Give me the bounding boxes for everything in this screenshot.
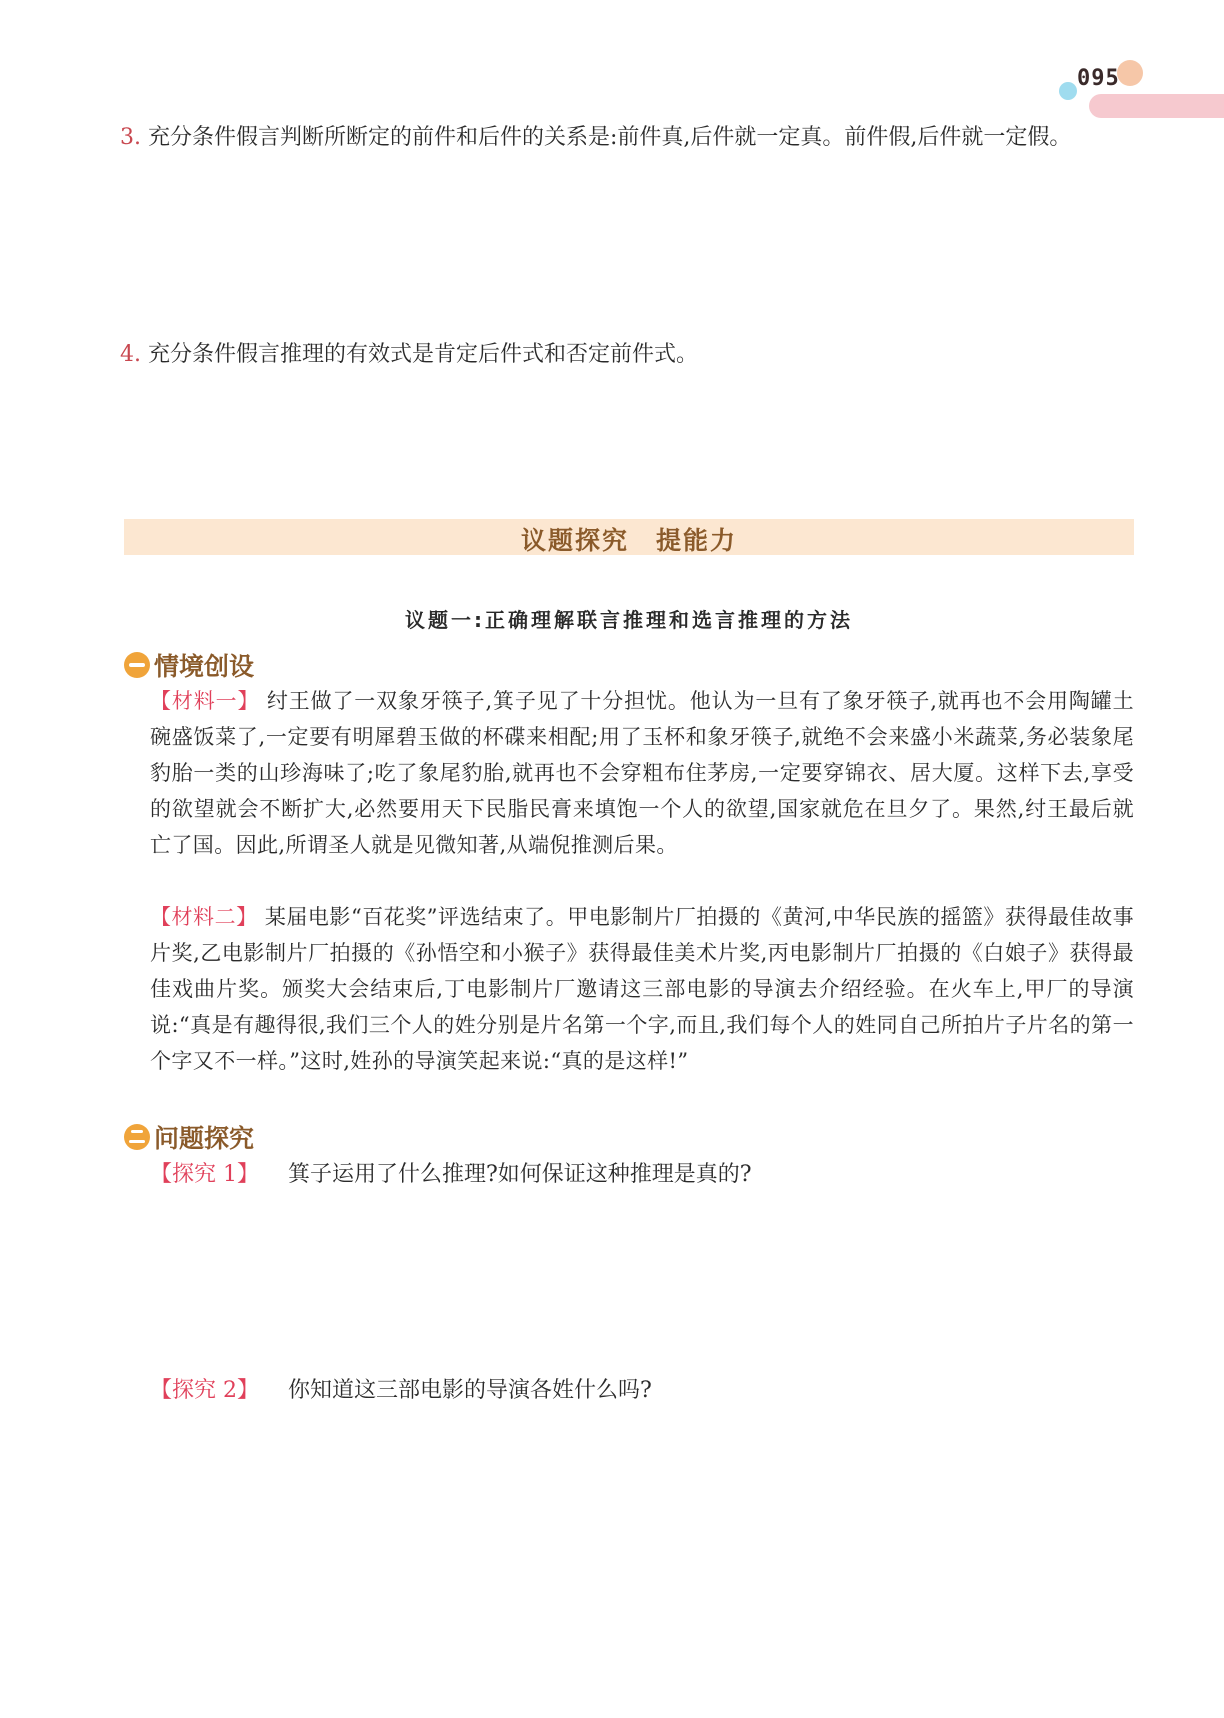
question-tag: 【探究 2】 bbox=[150, 1378, 259, 1403]
question-tag: 【探究 1】 bbox=[150, 1162, 259, 1187]
material-text: 某届电影“百花奖”评选结束了。甲电影制片厂拍摄的《黄河,中华民族的摇篮》获得最佳故事片奖,乙电影制片厂拍摄的《孙悟空和小猴子》获得最佳美术片奖,丙电影制片厂拍摄的《白娘子》获得最佳戏曲片奖。颁奖大会结束后,丁电影制片厂邀请这三部电影的导演去介绍经验。在火车上,甲厂的导演说:“真是有趣得很,我们三个人的姓分别是片名第一个字,而且,我们每个人的姓同自己所拍片子片名的第一个字又不一样。”这时,姓孙的导演笑起来说:“真的是这样!” bbox=[150, 905, 1134, 1073]
page-number: 095 bbox=[1077, 66, 1120, 91]
material-one-paragraph bbox=[150, 683, 1134, 863]
topic-title: 议题一:正确理解联言推理和选言推理的方法 bbox=[405, 608, 853, 632]
item-text: 充分条件假言判断所断定的前件和后件的关系是:前件真,后件就一定真。前件假,后件就一定假。 bbox=[148, 125, 1072, 150]
peach-dot-decoration bbox=[1117, 60, 1143, 86]
section-label: 问题探究 bbox=[154, 1124, 255, 1153]
material-two-paragraph bbox=[150, 899, 1134, 1079]
page-number-badge bbox=[1049, 60, 1224, 122]
section-label: 情境创设 bbox=[154, 652, 255, 681]
numeral-two-icon bbox=[124, 1124, 150, 1150]
section-heading-inquiry bbox=[124, 1120, 254, 1154]
section-heading-scenario bbox=[124, 648, 254, 682]
item-number: 4. bbox=[120, 342, 141, 367]
inquiry-question-2 bbox=[150, 1373, 1134, 1409]
banner-title: 议题探究 提能力 bbox=[520, 526, 737, 555]
knowledge-item-3 bbox=[120, 120, 1135, 156]
item-number: 3. bbox=[120, 125, 141, 150]
inquiry-question-1 bbox=[150, 1157, 1134, 1193]
question-text: 你知道这三部电影的导演各姓什么吗? bbox=[288, 1378, 652, 1403]
material-tag: 【材料二】 bbox=[150, 905, 258, 929]
blue-dot-decoration bbox=[1059, 82, 1077, 100]
item-text: 充分条件假言推理的有效式是肯定后件式和否定前件式。 bbox=[148, 342, 699, 367]
material-tag: 【材料一】 bbox=[150, 689, 260, 713]
section-banner bbox=[124, 519, 1134, 555]
page-band-decoration bbox=[1089, 94, 1224, 118]
knowledge-item-4 bbox=[120, 337, 1135, 373]
material-text: 纣王做了一双象牙筷子,箕子见了十分担忧。他认为一旦有了象牙筷子,就再也不会用陶罐土碗盛饭菜了,一定要有明犀碧玉做的杯碟来相配;用了玉杯和象牙筷子,就绝不会来盛小米蔬菜,务必装象尾豹胎一类的山珍海味了;吃了象尾豹胎,就再也不会穿粗布住茅房,一定要穿锦衣、居大厦。这样下去,享受的欲望就会不断扩大,必然要用天下民脂民膏来填饱一个人的欲望,国家就危在旦夕了。果然,纣王最后就亡了国。因此,所谓圣人就是见微知著,从端倪推测后果。 bbox=[150, 689, 1135, 857]
numeral-one-icon bbox=[124, 652, 150, 678]
question-text: 箕子运用了什么推理?如何保证这种推理是真的? bbox=[288, 1162, 752, 1187]
